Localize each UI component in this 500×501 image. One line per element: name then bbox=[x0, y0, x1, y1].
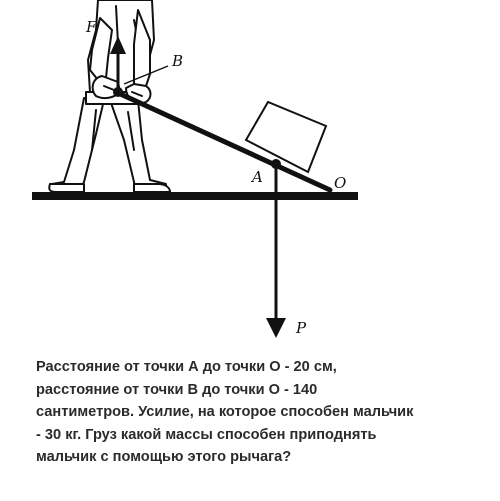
label-weight: P bbox=[296, 319, 307, 337]
label-point-b: B bbox=[172, 52, 184, 70]
boy-figure bbox=[49, 0, 170, 192]
load-box bbox=[246, 102, 326, 172]
ground-bar bbox=[32, 192, 358, 200]
weight-arrow-head bbox=[266, 318, 286, 338]
problem-text: Расстояние от точки А до точки О - 20 см, расстояние от точки В до точки О - 140 сантиметров. Усилие, на которое способен мальчик - 30 кг. Груз какой массы способен приподнять мальчик с помощью этого рычага? bbox=[36, 359, 414, 465]
label-point-a: A bbox=[252, 168, 263, 186]
label-force: F bbox=[86, 18, 97, 36]
label-point-o: O bbox=[334, 174, 347, 192]
